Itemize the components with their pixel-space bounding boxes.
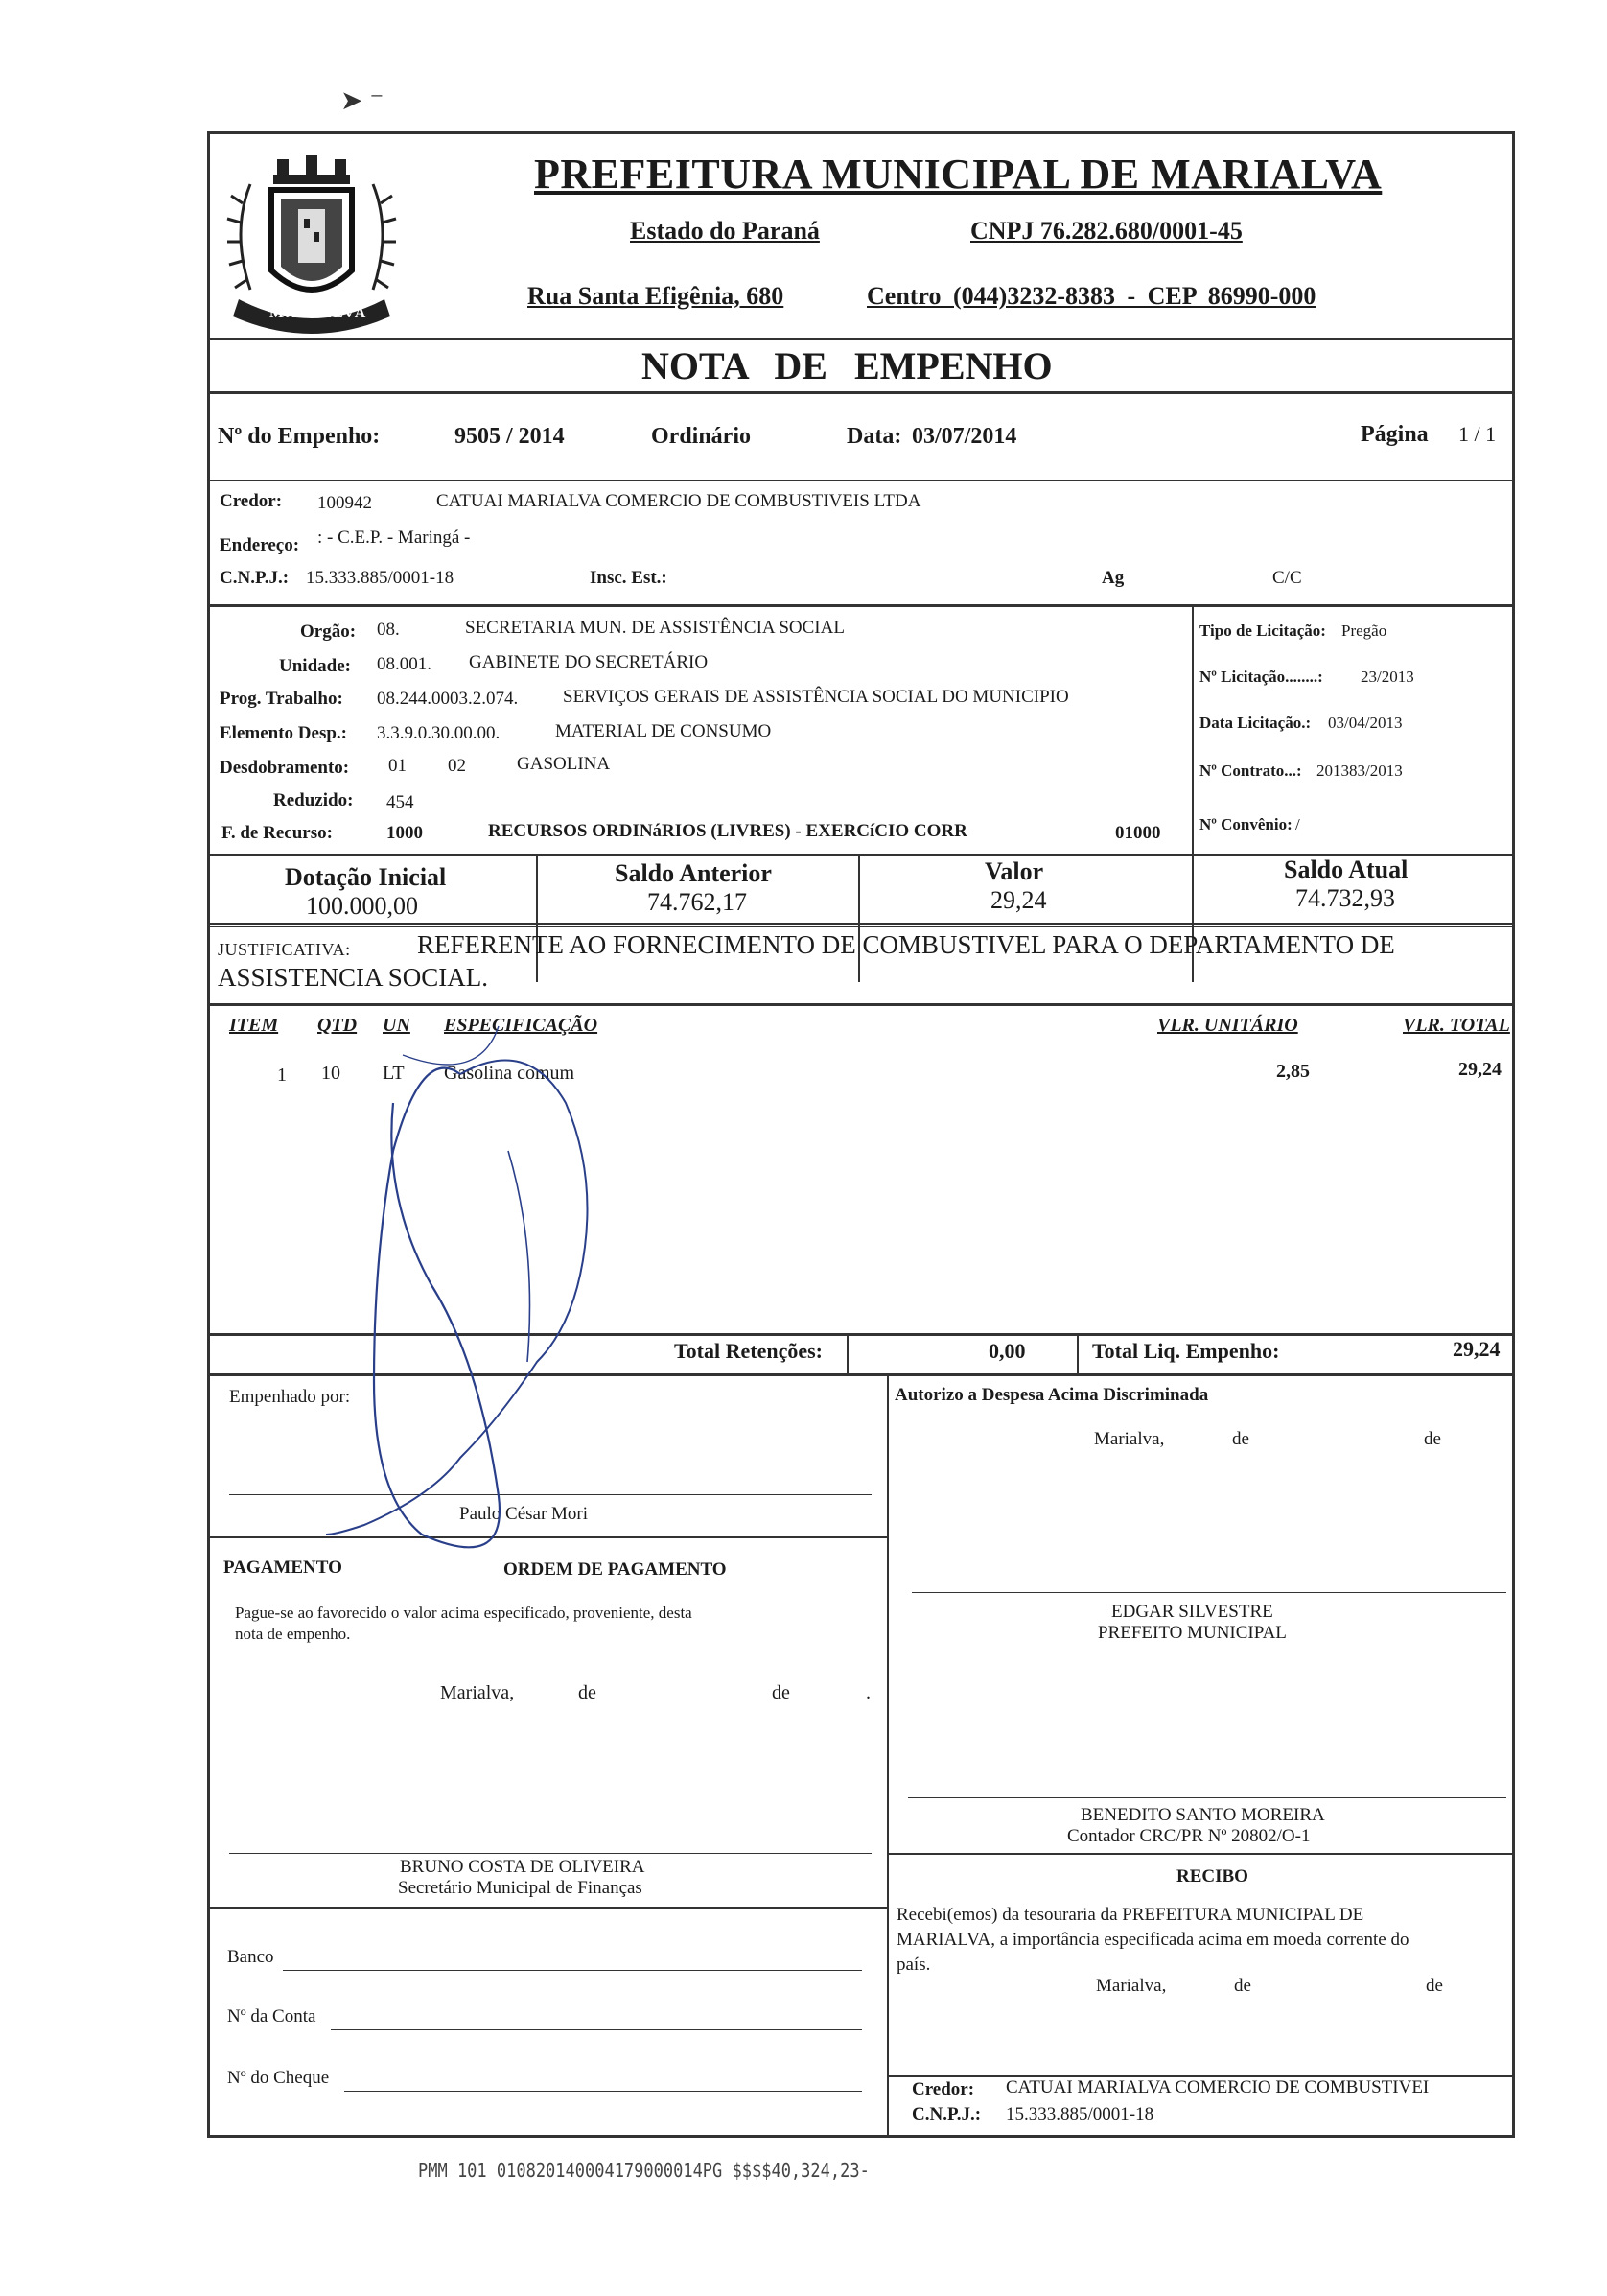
pagamento-dot: . xyxy=(866,1682,871,1703)
credor-address: : - C.E.P. - Maringá - xyxy=(317,527,471,548)
state-name: Estado do Paraná xyxy=(630,217,820,245)
justificativa-label: JUSTIFICATIVA: xyxy=(218,940,351,959)
col-total-header: VLR. TOTAL xyxy=(1403,1015,1510,1036)
pague-se-text-1: Pague-se ao favorecido o valor acima especificado, proveniente, desta xyxy=(235,1604,692,1622)
recibo-text-1: Recebi(emos) da tesouraria da PREFEITURA MUNICIPAL DE xyxy=(897,1905,1364,1925)
credor-cnpj-label: C.N.P.J.: xyxy=(220,568,290,588)
scan-mark: ➤ ⁻ xyxy=(340,86,384,116)
dotacao-value: 100.000,00 xyxy=(306,892,418,920)
saldo-atual-label: Saldo Atual xyxy=(1284,855,1409,883)
desdobramento-name: GASOLINA xyxy=(517,754,611,774)
col-item-header: ITEM xyxy=(229,1015,279,1036)
licitacao-number: 23/2013 xyxy=(1361,668,1414,686)
tipo-licitacao-label: Tipo de Licitação: xyxy=(1199,621,1326,640)
banco-field[interactable] xyxy=(283,1970,862,1971)
desdobramento-label: Desdobramento: xyxy=(220,758,350,778)
saldo-atual-value: 74.732,93 xyxy=(1295,884,1395,912)
insc-est-label: Insc. Est.: xyxy=(590,568,667,588)
desdobramento-b: 02 xyxy=(448,756,466,776)
total-retencoes-label: Total Retenções: xyxy=(674,1339,823,1363)
row-total: 29,24 xyxy=(1458,1059,1502,1080)
empenho-date: 03/07/2014 xyxy=(912,424,1017,449)
prefeito-name: EDGAR SILVESTRE xyxy=(1111,1602,1273,1622)
desdobramento-a: 01 xyxy=(388,756,407,776)
col-unit-price-header: VLR. UNITÁRIO xyxy=(1157,1015,1298,1036)
dotacao-label: Dotação Inicial xyxy=(285,863,447,891)
endereco-label: Endereço: xyxy=(220,535,300,555)
autorizo-de1: de xyxy=(1232,1429,1249,1449)
handwritten-signature xyxy=(316,959,642,1573)
saldo-anterior-value: 74.762,17 xyxy=(647,888,747,916)
municipal-crest xyxy=(221,146,402,338)
page-number: 1 / 1 xyxy=(1458,422,1497,446)
data-licitacao: 03/04/2013 xyxy=(1328,714,1403,732)
conta-field[interactable] xyxy=(331,2029,862,2030)
orgao-name: SECRETARIA MUN. DE ASSISTÊNCIA SOCIAL xyxy=(465,618,845,638)
street-address: Rua Santa Efigênia, 680 xyxy=(527,282,784,310)
autorizo-place: Marialva, xyxy=(1094,1429,1165,1449)
page-label: Página xyxy=(1361,422,1429,447)
licitacao-number-label: Nº Licitação........: xyxy=(1199,668,1323,686)
prefeito-role: PREFEITO MUNICIPAL xyxy=(1098,1623,1287,1643)
recibo-text-3: país. xyxy=(897,1955,931,1975)
conta-label: Nº da Conta xyxy=(227,2006,316,2027)
banco-label: Banco xyxy=(227,1947,274,1967)
financas-name: BRUNO COSTA DE OLIVEIRA xyxy=(400,1857,645,1877)
credor-label: Credor: xyxy=(220,491,283,511)
contrato-label: Nº Contrato...: xyxy=(1199,761,1302,780)
pague-se-text-2: nota de empenho. xyxy=(235,1625,351,1643)
cheque-field[interactable] xyxy=(344,2091,862,2092)
autorizo-de2: de xyxy=(1424,1429,1441,1449)
agencia-label: Ag xyxy=(1102,568,1125,588)
pagamento-place: Marialva, xyxy=(440,1682,515,1703)
ordem-pagamento-label: ORDEM DE PAGAMENTO xyxy=(503,1559,727,1580)
prog-trabalho-code: 08.244.0003.2.074. xyxy=(377,689,519,709)
col-qtd-header: QTD xyxy=(317,1015,358,1036)
row-unit-price: 2,85 xyxy=(1276,1061,1310,1082)
footer-stamp: PMM 101 010820140004179000014PG $$$$40,324,23- xyxy=(418,2160,870,2183)
fonte-recurso-name: RECURSOS ORDINáRIOS (LIVRES) - EXERCíCIO CORR xyxy=(488,821,967,841)
orgao-label: Orgão: xyxy=(300,621,357,642)
row-item: 1 xyxy=(277,1065,287,1086)
col-un-header: UN xyxy=(383,1015,410,1036)
document-title: NOTA DE EMPENHO xyxy=(641,344,1053,387)
unidade-code: 08.001. xyxy=(377,654,431,674)
fonte-recurso-code: 1000 xyxy=(386,823,423,843)
recibo-cnpj: 15.333.885/0001-18 xyxy=(1006,2104,1154,2124)
row-spec: Gasolina comum xyxy=(444,1063,575,1084)
reduzido-label: Reduzido: xyxy=(273,790,354,810)
convenio-number: / xyxy=(1295,815,1300,833)
recibo-de2: de xyxy=(1426,1976,1443,1996)
fonte-recurso-number: 01000 xyxy=(1115,823,1161,843)
contrato-number: 201383/2013 xyxy=(1316,761,1403,780)
pagamento-de2: de xyxy=(772,1682,790,1703)
autorizo-text: Autorizo a Despesa Acima Discriminada xyxy=(895,1385,1209,1405)
municipality-cnpj: CNPJ 76.282.680/0001-45 xyxy=(970,217,1243,245)
orgao-code: 08. xyxy=(377,620,400,640)
fonte-recurso-label: F. de Recurso: xyxy=(221,823,333,843)
recibo-text-2: MARIALVA, a importância especificada acima em moeda corrente do xyxy=(897,1930,1409,1950)
contador-name: BENEDITO SANTO MOREIRA xyxy=(1081,1805,1325,1825)
recibo-place: Marialva, xyxy=(1096,1976,1167,1996)
saldo-anterior-label: Saldo Anterior xyxy=(615,859,772,887)
elemento-desp-code: 3.3.9.0.30.00.00. xyxy=(377,723,501,743)
unidade-label: Unidade: xyxy=(279,656,351,676)
conta-corrente-label: C/C xyxy=(1272,568,1302,588)
pagamento-label: PAGAMENTO xyxy=(223,1558,342,1578)
elemento-desp-name: MATERIAL DE CONSUMO xyxy=(555,721,772,741)
valor-value: 29,24 xyxy=(990,886,1047,914)
empenho-number-label: Nº do Empenho: xyxy=(218,424,381,449)
row-qtd: 10 xyxy=(321,1063,340,1084)
total-liq-label: Total Liq. Empenho: xyxy=(1092,1339,1280,1363)
credor-cnpj: 15.333.885/0001-18 xyxy=(306,568,454,588)
municipality-title: PREFEITURA MUNICIPAL DE MARIALVA xyxy=(534,151,1383,198)
district-phone-cep: Centro (044)3232-8383 - CEP 86990-000 xyxy=(867,282,1316,310)
crest-ribbon-text: MARIALVA xyxy=(269,305,368,321)
prog-trabalho-name: SERVIÇOS GERAIS DE ASSISTÊNCIA SOCIAL DO MUNICIPIO xyxy=(563,687,1069,707)
justificativa-line1: REFERENTE AO FORNECIMENTO DE COMBUSTIVEL PARA O DEPARTAMENTO DE xyxy=(417,930,1395,959)
unidade-name: GABINETE DO SECRETÁRIO xyxy=(469,652,709,672)
valor-label: Valor xyxy=(985,857,1044,885)
total-retencoes: 0,00 xyxy=(989,1339,1026,1363)
elemento-desp-label: Elemento Desp.: xyxy=(220,723,347,743)
credor-name: CATUAI MARIALVA COMERCIO DE COMBUSTIVEIS LTDA xyxy=(436,491,921,511)
justificativa-line2: ASSISTENCIA SOCIAL. xyxy=(218,963,489,992)
empenho-type: Ordinário xyxy=(651,424,752,449)
tipo-licitacao: Pregão xyxy=(1341,621,1387,640)
recibo-credor-label: Credor: xyxy=(912,2079,975,2099)
financas-role: Secretário Municipal de Finanças xyxy=(398,1878,642,1898)
total-liq: 29,24 xyxy=(1453,1337,1501,1361)
recibo-credor-name: CATUAI MARIALVA COMERCIO DE COMBUSTIVEI xyxy=(1006,2077,1430,2097)
pagamento-de1: de xyxy=(578,1682,596,1703)
col-spec-header: ESPECIFICAÇÃO xyxy=(444,1015,598,1036)
reduzido-value: 454 xyxy=(386,792,414,812)
prog-trabalho-label: Prog. Trabalho: xyxy=(220,689,343,709)
empenhado-por-label: Empenhado por: xyxy=(229,1387,351,1407)
recibo-cnpj-label: C.N.P.J.: xyxy=(912,2104,982,2124)
data-licitacao-label: Data Licitação.: xyxy=(1199,714,1312,732)
empenhado-por-name: Paulo César Mori xyxy=(459,1504,589,1524)
convenio-label: Nº Convênio: xyxy=(1199,815,1293,833)
empenho-number: 9505 / 2014 xyxy=(454,424,565,449)
credor-code: 100942 xyxy=(317,493,372,513)
recibo-de1: de xyxy=(1234,1976,1251,1996)
contador-role: Contador CRC/PR Nº 20802/O-1 xyxy=(1067,1826,1311,1846)
recibo-label: RECIBO xyxy=(1176,1866,1248,1886)
cheque-label: Nº do Cheque xyxy=(227,2068,330,2088)
empenho-date-label: Data: xyxy=(847,424,902,449)
row-un: LT xyxy=(383,1063,405,1084)
